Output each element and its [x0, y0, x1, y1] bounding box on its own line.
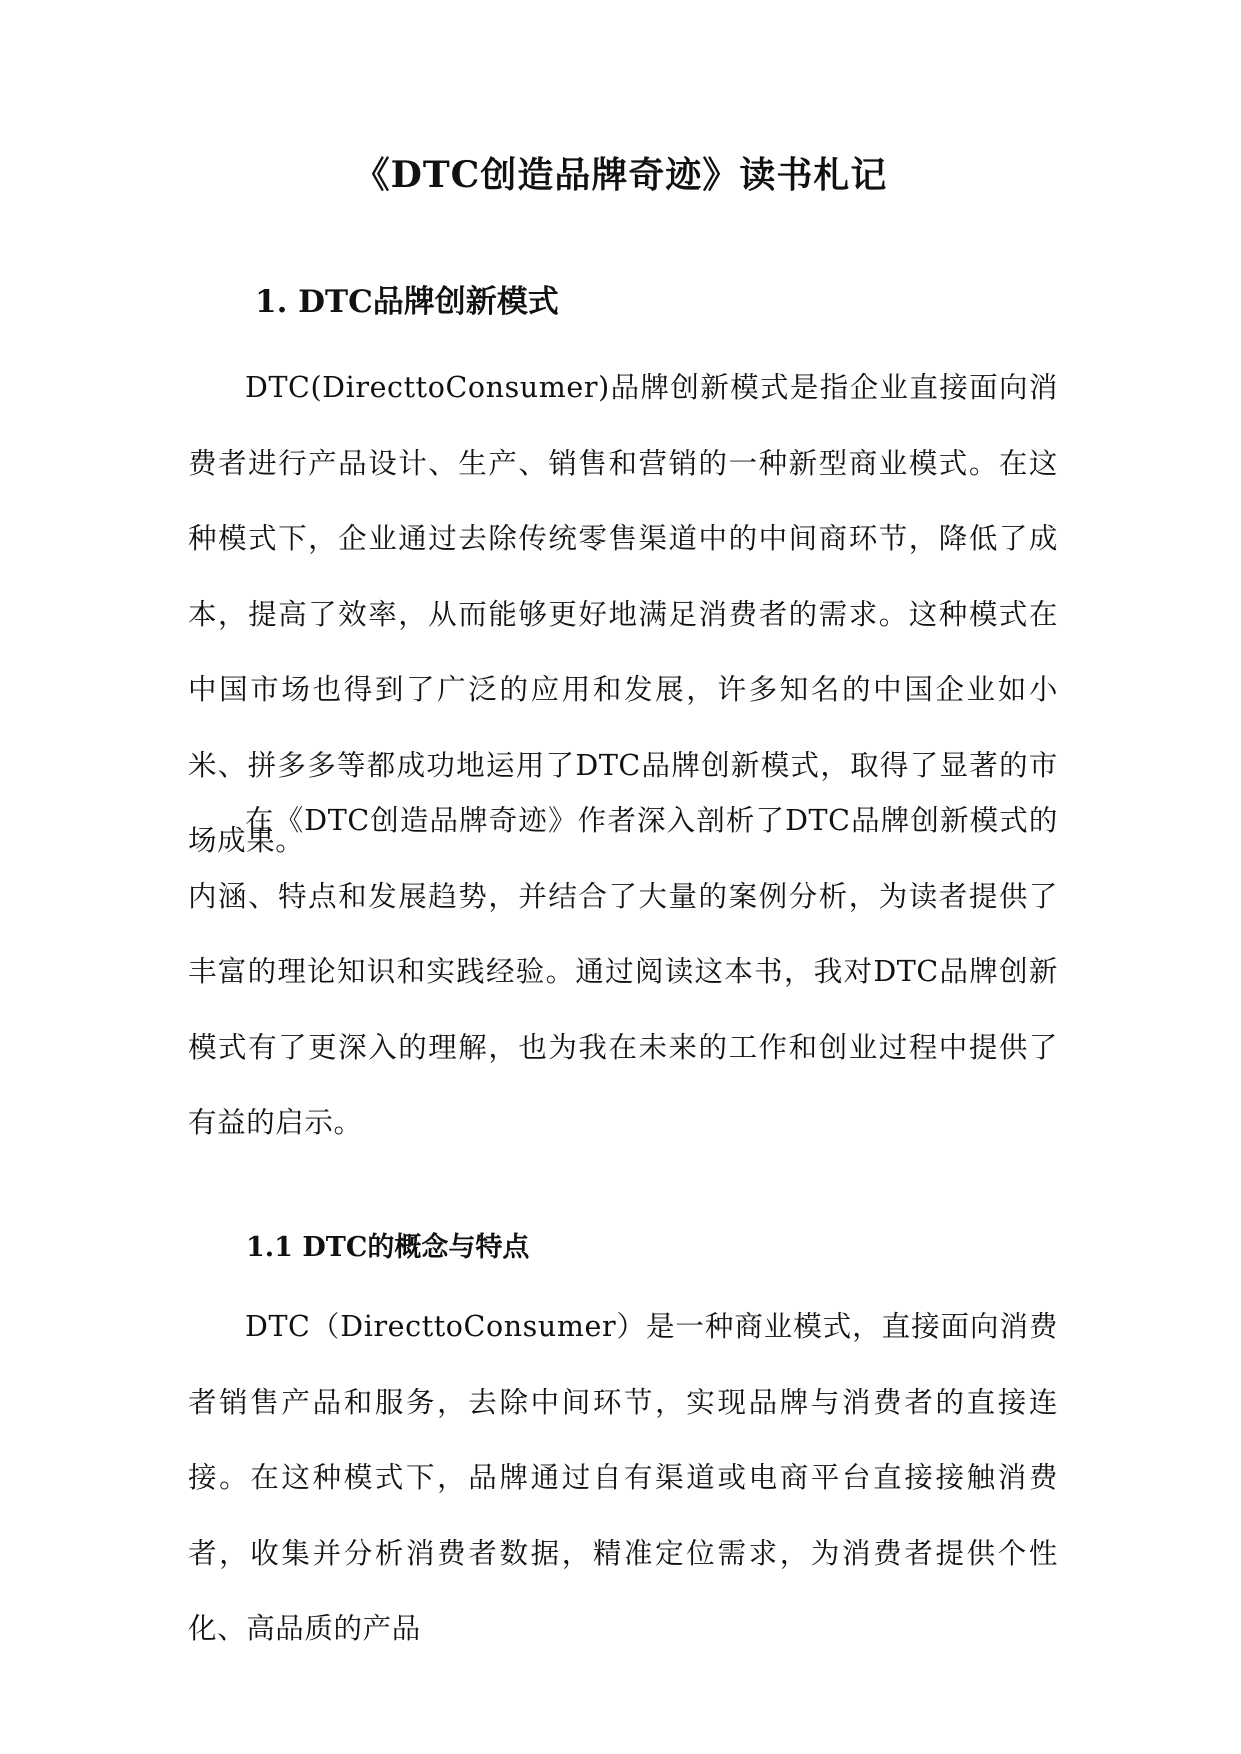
document-title: 《DTC创造品牌奇迹》读书札记: [353, 154, 888, 196]
subsection-heading-dtc-concept: 1.1 DTC的概念与特点: [246, 1232, 530, 1263]
paragraph-dtc-model-definition: DTC(DirecttoConsumer)品牌创新模式是指企业直接面向消费者进行产品设计、生产、销售和营销的一种新型商业模式。在这种模式下，企业通过去除传统零售渠道中的中间商环节，降低了成本，提高了效率，从而能够更好地满足消费者的需求。这种模式在中国市场也得到了广泛的应用和发展，许多知名的中国企业如小米、拼多多等都成功地运用了DTC品牌创新模式，取得了显著的市场成果。: [188, 371, 1058, 857]
section-heading-dtc-innovation-model: 1. DTC品牌创新模式: [255, 284, 559, 320]
paragraph-book-review: 在《DTC创造品牌奇迹》作者深入剖析了DTC品牌创新模式的内涵、特点和发展趋势，并结合了大量的案例分析，为读者提供了丰富的理论知识和实践经验。通过阅读这本书，我对DTC品牌创新模式有了更深入的理解，也为我在未来的工作和创业过程中提供了有益的启示。: [188, 804, 1058, 1139]
paragraph-dtc-concept: DTC（DirecttoConsumer）是一种商业模式，直接面向消费者销售产品和服务，去除中间环节，实现品牌与消费者的直接连接。在这种模式下，品牌通过自有渠道或电商平台直接接触消费者，收集并分析消费者数据，精准定位需求，为消费者提供个性化、高品质的产品: [188, 1310, 1058, 1645]
